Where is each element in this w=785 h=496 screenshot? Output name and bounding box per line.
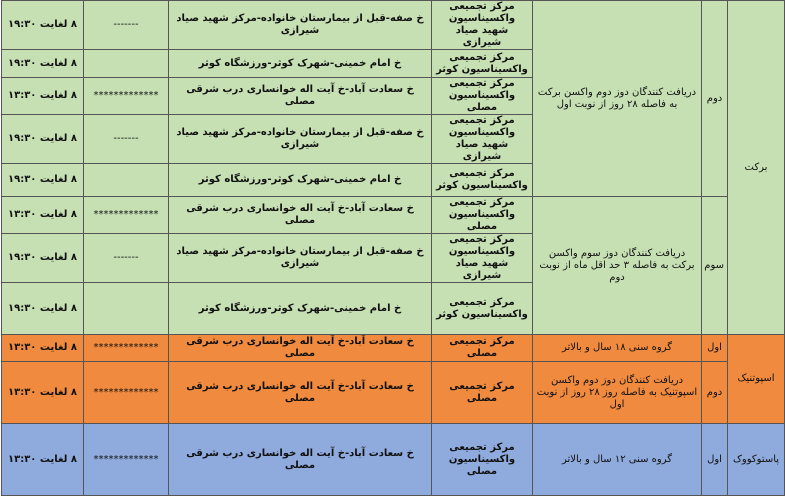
vaccination-center: مرکز تجمیعی واکسیناسیون کوثر (432, 164, 533, 197)
center-address: خ سعادت آباد-خ آیت اله خوانساری درب شرقی مصلی (169, 335, 432, 362)
dose-description: دریافت کنندگان دوز دوم واکسن برکت به فاصله ۲۸ روز از نوبت اول (533, 1, 702, 197)
center-address: خ سعادت آباد-خ آیت اله خوانساری درب شرقی مصلی (169, 78, 432, 115)
vaccine-name-sputnik: اسپوتنیک (728, 335, 785, 424)
dose-description: دریافت کنندگان دوز دوم واکسن اسپوتنیک به فاصله روز ۲۸ روز از نوبت اول (533, 362, 702, 424)
working-hours: ۸ لغایت ۱۳:۳۰ (2, 78, 84, 115)
note-cell: ************* (84, 197, 169, 234)
dose-label: دوم (702, 362, 728, 424)
center-address: خ امام خمینی-شهرک کوثر-ورزشگاه کوثر (169, 50, 432, 78)
working-hours: ۸ لغایت ۱۹:۳۰ (2, 164, 84, 197)
dose-label: اول (702, 335, 728, 362)
vaccination-center: مرکز تجمیعی واکسیناسیون مصلی (432, 78, 533, 115)
center-address: خ صفه-قبل از بیمارستان خانواده-مرکز شهید صیاد شیرازی (169, 1, 432, 50)
center-address: خ امام خمینی-شهرک کوثر-ورزشگاه کوثر (169, 164, 432, 197)
working-hours: ۸ لغایت ۱۳:۳۰ (2, 362, 84, 424)
note-cell (84, 283, 169, 335)
center-address: خ سعادت آباد-خ آیت اله خوانساری درب شرقی مصلی (169, 424, 432, 496)
center-address: خ صفه-قبل از بیمارستان خانواده-مرکز شهید صیاد شیرازی (169, 115, 432, 164)
dose-description: دریافت کنندگان دوز سوم واکسن برکت به فاصله ۳ حد اقل ماه از نوبت دوم (533, 197, 702, 335)
dose-label: سوم (702, 197, 728, 335)
center-address: خ صفه-قبل از بیمارستان خانواده-مرکز شهید صیاد شیرازی (169, 234, 432, 283)
note-cell: ************* (84, 335, 169, 362)
note-cell: ------- (84, 115, 169, 164)
center-address: خ سعادت آباد-خ آیت اله خوانساری درب شرقی مصلی (169, 362, 432, 424)
center-address: خ سعادت آباد-خ آیت اله خوانساری درب شرقی مصلی (169, 197, 432, 234)
vaccination-center: مرکز تجمیعی واکسیناسیون شهید صیاد شیرازی (432, 115, 533, 164)
vaccination-center: مرکز تجمیعی مصلی (432, 362, 533, 424)
working-hours: ۸ لغایت ۱۹:۳۰ (2, 283, 84, 335)
working-hours: ۸ لغایت ۱۹:۳۰ (2, 115, 84, 164)
dose-label: دوم (702, 1, 728, 197)
note-cell (84, 164, 169, 197)
note-cell: ************* (84, 78, 169, 115)
note-cell: ------- (84, 234, 169, 283)
dose-description: گروه سنی ۱۲ سال و بالاتر (533, 424, 702, 496)
working-hours: ۸ لغایت ۱۹:۳۰ (2, 50, 84, 78)
note-cell: ************* (84, 424, 169, 496)
working-hours: ۸ لغایت ۱۹:۳۰ (2, 234, 84, 283)
working-hours: ۸ لغایت ۱۳:۳۰ (2, 335, 84, 362)
note-cell (84, 50, 169, 78)
vaccination-center: مرکز تجمیعی واکسیناسیون مصلی (432, 197, 533, 234)
dose-label: اول (702, 424, 728, 496)
vaccination-center: مرکز تجمیعی واکسیناسیون مصلی (432, 424, 533, 496)
vaccination-schedule-table (1, 0, 785, 496)
note-cell: ------- (84, 1, 169, 50)
note-cell: ************* (84, 362, 169, 424)
vaccination-center: مرکز تجمیعی مصلی (432, 335, 533, 362)
vaccination-center: مرکز تجمیعی واکسیناسیون کوثر (432, 50, 533, 78)
vaccine-name-barakat: برکت (728, 1, 785, 335)
working-hours: ۸ لغایت ۱۳:۳۰ (2, 424, 84, 496)
dose-description: گروه سنی ۱۸ سال و بالاتر (533, 335, 702, 362)
working-hours: ۸ لغایت ۱۹:۳۰ (2, 1, 84, 50)
center-address: خ امام خمینی-شهرک کوثر-ورزشگاه کوثر (169, 283, 432, 335)
vaccination-center: مرکز تجمیعی واکسیناسیون شهید صیاد شیرازی (432, 234, 533, 283)
vaccination-center: مرکز تجمیعی واکسیناسیون شهید صیاد شیرازی (432, 1, 533, 50)
vaccination-center: مرکز تجمیعی واکسیناسیون کوثر (432, 283, 533, 335)
working-hours: ۸ لغایت ۱۳:۳۰ (2, 197, 84, 234)
vaccine-name-pastocovac: پاستوکووک (728, 424, 785, 496)
